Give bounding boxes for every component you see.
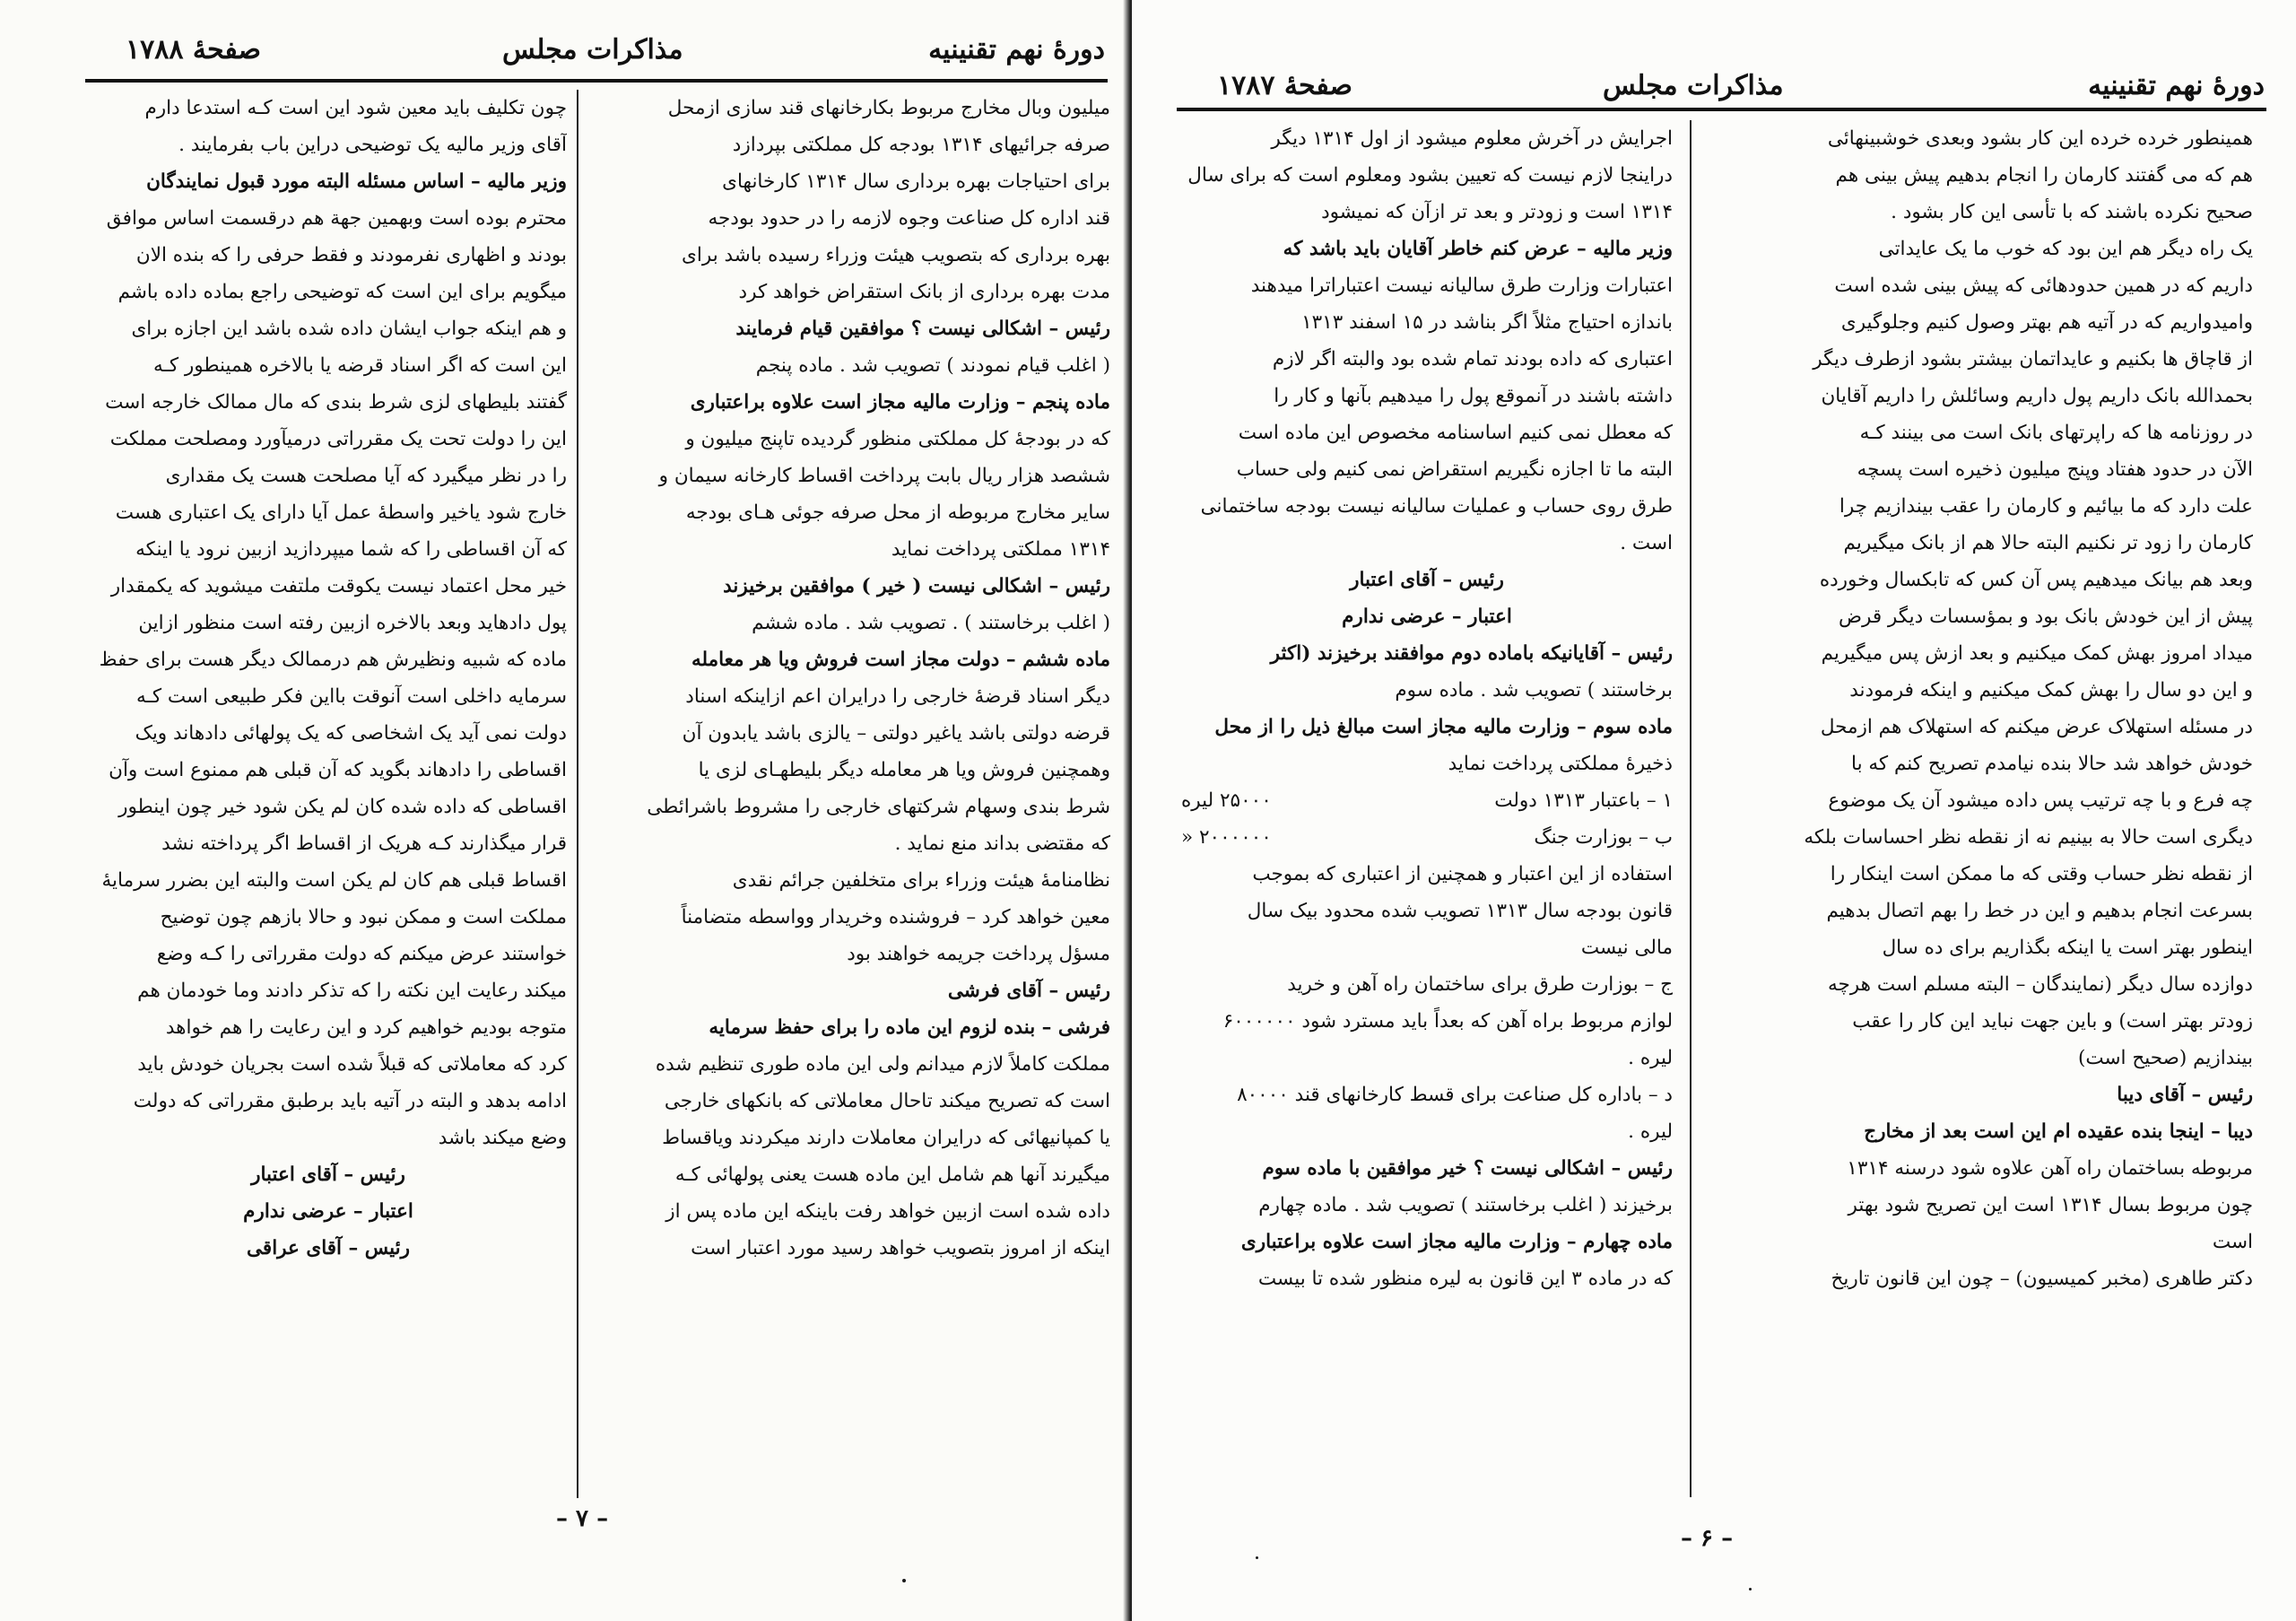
right-page-right-column — [1706, 120, 2253, 1502]
text-line: برای احتیاجات بهره برداری سال ۱۳۱۴ کارخانهای — [722, 170, 1110, 193]
text-line: که معطل نمی کنیم اساسنامه مخصوص این ماده است — [1238, 422, 1673, 444]
left-header-rule — [85, 79, 1108, 83]
centered-speaker-line: رئیس – آقای اعتبار — [1350, 569, 1504, 591]
text-line: بحمدالله بانک داریم پول داریم وسائلش را داریم آقایان — [1821, 385, 2253, 407]
right-page-left-column — [1181, 120, 1673, 1502]
text-line: میلیون وبال مخارج مربوط بکارخانهای قند سازی ازمحل — [667, 97, 1110, 119]
text-line: میگیرند آنها هم شامل این ماده هست یعنی پولهائی کـه — [674, 1163, 1110, 1186]
text-line: قرضه دولتی باشد یاغیر دولتی – یالزی باشد یابدون آن — [682, 722, 1110, 745]
text-line: سرمایه داخلی است آنوقت بااین فکر طبیعی است کـه — [136, 685, 567, 708]
amount-row — [1181, 819, 1673, 856]
text-line: میکند رعایت این نکته را که تذکر دادند وما خودمان هم — [137, 980, 567, 1002]
text-line: آقای وزیر مالیه یک توضیحی دراین باب بفرمایند . — [178, 134, 567, 156]
text-line: که در ماده ۳ این قانون به لیره منظور شده تا بیست — [1257, 1268, 1673, 1290]
left-page-left-column — [90, 90, 567, 1536]
centered-speaker-line: رئیس – آقای اعتبار — [251, 1163, 405, 1186]
text-line: که آن اقساطی را که شما میپردازید ازبین نرود یا اینکه — [135, 538, 567, 561]
left-header-page-label: صفحهٔ ۱۷۸۸ — [126, 34, 261, 65]
text-line: ( اغلب برخاستند ) . تصویب شد . ماده ششم — [752, 612, 1110, 634]
text-line: وبعد هم بیانک میدهیم پس آن کس که تابکسال وخورده — [1819, 569, 2253, 591]
centered-speaker-line: اعتبار – عرضی ندارم — [1342, 606, 1512, 628]
text-line: ماده که شبیه ونظیرش هم درممالک دیگر هست برای حفظ — [99, 649, 567, 671]
text-line: دوازده سال دیگر (نمایندگان – البته مسلم است هرچه — [1827, 973, 2253, 996]
text-line: معین خواهد کرد – فروشنده وخریدار وواسطه متضامناً — [681, 906, 1110, 928]
text-line: خواستند عرض میکنم که دولت مقرراتی را کـه وضع — [156, 943, 567, 965]
text-line: بهره برداری که بتصویب هیئت وزراء رسیده باشد برای — [682, 244, 1110, 266]
text-line: میداد امروز بهش کمک میکنیم و بعد ازش پس میگیریم — [1821, 642, 2253, 665]
right-page-folio: – ۶ – — [1681, 1525, 1734, 1552]
left-column-divider — [577, 90, 578, 1498]
text-line: پیش از این خودش بانک بود و بمؤسسات دیگر قرض — [1838, 606, 2253, 628]
text-line: از نقطه نظر حساب وقتی که ما ممکن است اینکار را — [1830, 863, 2253, 885]
text-line: باندازه احتیاج مثلاً اگر بناشد در ۱۵ اسفند ۱۳۱۳ — [1301, 311, 1673, 334]
right-column-divider — [1690, 120, 1692, 1497]
text-line: طرق روی حساب و عملیات سالیانه نیست بودجه ساختمانی — [1200, 495, 1673, 518]
text-line: و هم اینکه جواب ایشان داده شده باشد این اجازه برای — [131, 318, 567, 340]
text-line: یک راه دیگر هم این بود که خوب ما یک عایداتی — [1878, 238, 2253, 260]
text-line: اقساطی که داده شده کان لم یکن شود خیر چون اینطور — [118, 796, 567, 818]
text-line: قانون بودجه سال ۱۳۱۳ تصویب شده محدود بیک سال — [1247, 900, 1673, 922]
text-line: این را دولت تحت یک مقرراتی درمیآورد ومصلحت مملکت — [109, 428, 567, 450]
text-line: رئیس – آقای فرشی — [947, 980, 1110, 1002]
left-header-title: مذاکرات مجلس — [502, 34, 683, 65]
text-line: ( اغلب قیام نمودند ) تصویب شد . ماده پنجم — [755, 354, 1110, 377]
text-line: یا کمپانیهائی که درایران معاملات دارند میکردند ویاقساط — [662, 1127, 1110, 1149]
text-line: مالی نیست — [1580, 937, 1673, 959]
text-line: وامیدواریم که در آتیه هم بهتر وصول کنیم وجلوگیری — [1840, 311, 2253, 334]
text-line: اینطور بهتر است یا اینکه بگذاریم برای ده سال — [1882, 937, 2253, 959]
text-line: بیندازیم (صحیح است) — [2078, 1047, 2253, 1069]
text-line: دکتر طاهری (مخبر کمیسیون) – چون این قانون تاریخ — [1831, 1268, 2253, 1290]
text-line: ماده سوم – وزارت مالیه مجاز است مبالغ ذیل را از محل — [1214, 716, 1673, 738]
text-line: داریم که در همین حدودهائی که پیش بینی شده است — [1834, 275, 2253, 297]
centered-speaker-line: رئیس – آقای عراقی — [247, 1237, 410, 1259]
text-line: ۱۳۱۴ مملکتی پرداخت نماید — [891, 538, 1110, 561]
text-line: را در نظر میگیرد که آیا مصلحت هست یک مقداری — [165, 465, 567, 487]
text-line: اینکه از امروز بتصویب خواهد رسید مورد اعتبار است — [691, 1237, 1110, 1259]
text-line: خارج شود یاخیر واسطهٔ عمل آیا دارای یک اعتباری هست — [115, 501, 567, 524]
text-line: ماده چهارم – وزارت مالیه مجاز است علاوه براعتباری — [1240, 1231, 1673, 1253]
text-line: که در بودجهٔ کل مملکتی منظور گردیده تاپنج میلیون و — [685, 428, 1110, 450]
text-line: لیره . — [1628, 1047, 1673, 1069]
text-line: مملکت کاملاً لازم میدانم ولی این ماده طوری تنظیم شده — [655, 1053, 1110, 1076]
text-line: زودتر بهتر است) و باین جهت نباید این کار را عقب — [1852, 1010, 2253, 1033]
text-line: رئیس – اشکالی نیست ؟ موافقین قیام فرمایند — [735, 318, 1110, 340]
text-line: ششصد هزار ریال بابت پرداخت اقساط کارخانه سیمان و — [658, 465, 1110, 487]
text-line: متوجه بودیم خواهیم کرد و این رعایت را هم خواهد — [165, 1016, 567, 1039]
text-line: لوازم مربوط براه آهن که بعداً باید مسترد شود ۶۰۰۰۰۰۰ — [1222, 1010, 1673, 1033]
scan-speck — [902, 1579, 906, 1582]
text-line: قند اداره کل صناعت وجوه لازمه را در حدود بودجه — [708, 207, 1110, 230]
text-line: وهمچنین فروش ویا هر معامله دیگر بلیطهـای لزی یا — [698, 759, 1110, 781]
text-line: صحیح نکرده باشند که با تأسی این کار بشود . — [1891, 201, 2253, 223]
centered-speaker-line: اعتبار – عرضی ندارم — [243, 1200, 413, 1223]
amount-row — [1181, 782, 1673, 819]
text-line: بسرعت انجام بدهیم و این در خط را بهم اتصال بدهیم — [1826, 900, 2253, 922]
text-line: ماده پنجم – وزارت مالیه مجاز است علاوه براعتباری — [690, 391, 1110, 414]
text-line: رئیس – اشکالی نیست ؟ خیر موافقین با ماده سوم — [1262, 1157, 1673, 1180]
text-line: ۱۳۱۴ است و زودتر و بعد تر ازآن که نمیشود — [1321, 201, 1673, 223]
right-page-header — [1132, 70, 2296, 122]
text-line: رئیس – آقایانیکه باماده دوم موافقند برخیزند (اکثر — [1270, 642, 1673, 665]
amount-row-value: ۲۵۰۰۰ لیره — [1181, 789, 1272, 812]
text-line: علت دارد که ما بیائیم و کارمان را عقب بیندازیم چرا — [1839, 495, 2253, 518]
text-line: دراینجا لازم نیست که تعیین بشود ومعلوم است که برای سال — [1187, 164, 1673, 187]
text-line: صرفه جرائیهای ۱۳۱۴ بودجه کل مملکتی بپردازد — [732, 134, 1110, 156]
left-header-session: دورهٔ نهم تقنینیه — [928, 34, 1105, 65]
text-line: لیره . — [1628, 1120, 1673, 1143]
text-line: از قاچاق ها بکنیم و عایداتمان بیشتر بشود ازطرف دیگر — [1813, 348, 2253, 370]
text-line: اعتباری که داده بودند تمام شده بود والبته اگر لازم — [1272, 348, 1673, 370]
text-line: استفاده از این اعتبار و همچنین از اعتباری که بموجب — [1252, 863, 1673, 885]
text-line: ادامه بدهد و البته در آتیه باید برطبق مقرراتی که دولت — [133, 1090, 567, 1112]
amount-row-value: ۲۰۰۰۰۰۰ « — [1181, 826, 1272, 849]
text-line: خودش خواهد شد حالا بنده نیامدم تصریح کنم که با — [1851, 753, 2253, 775]
text-line: در مسئله استهلاک عرض میکنم که استهلاک هم ازمحل — [1820, 716, 2253, 738]
right-header-session: دورهٔ نهم تقنینیه — [2088, 70, 2265, 101]
text-line: قرار میگذارند کـه هریک از اقساط اگر پرداخته نشد — [161, 832, 567, 855]
text-line: ذخیرهٔ مملکتی پرداخت نماید — [1448, 753, 1673, 775]
amount-row-label: ۱ – باعتبار ۱۳۱۳ دولت — [1494, 789, 1673, 812]
text-line: برخیزند ( اغلب برخاستند ) تصویب شد . ماده چهارم — [1258, 1194, 1673, 1216]
text-line: سایر مخارج مربوطه از محل صرفه جوئی هـای بودجه — [685, 501, 1110, 524]
text-line: کرد که معاملاتی که قبلاً شده است بجریان خودش باید — [137, 1053, 567, 1076]
text-line: الآن در حدود هفتاد وپنج میلیون ذخیره است پسچه — [1857, 458, 2253, 481]
text-line: مدت بهره برداری از بانک استقراض خواهد کرد — [738, 281, 1110, 303]
text-line: ماده ششم – دولت مجاز است فروش ویا هر معامله — [691, 649, 1110, 671]
text-line: وزیر مالیه – عرض کنم خاطر آقایان باید باشد که — [1283, 238, 1673, 260]
text-line: فرشی – بنده لزوم این ماده را برای حفظ سرمایه — [709, 1016, 1110, 1039]
text-line: نظامنامهٔ هیئت وزراء برای متخلفین جرائم نقدی — [732, 869, 1110, 892]
text-line: رئیس – اشکالی نیست ( خیر ) موافقین برخیزند — [723, 575, 1110, 597]
text-line: میگویم برای این است که توضیحی راجع بماده داده باشم — [117, 281, 567, 303]
text-line: دولت نمی آید یک اشخاصی که یک پولهائی دادهاند ویک — [135, 722, 567, 745]
text-line: مملکت است و ممکن نبود و حالا بازهم چون توضیح — [160, 906, 567, 928]
text-line: دیگری است حالا به بینیم نه از نقطه نظر احساسات بلکه — [1804, 826, 2253, 849]
text-line: اعتبارات وزارت طرق سالیانه نیست اعتباراترا میدهند — [1250, 275, 1673, 297]
right-header-title: مذاکرات مجلس — [1603, 70, 1784, 101]
text-line: دیگر اسناد قرضهٔ خارجی را درایران اعم ازاینکه اسناد — [685, 685, 1110, 708]
text-line: مربوطه بساختمان راه آهن علاوه شود درسنه ۱۳۱۴ — [1847, 1157, 2253, 1180]
text-line: رئیس – آقای دیبا — [2117, 1084, 2253, 1106]
text-line: مسؤل پرداخت جریمه خواهند بود — [847, 943, 1110, 965]
text-line: است . — [1620, 532, 1673, 554]
amount-row-label: ب – بوزارت جنگ — [1534, 826, 1673, 849]
text-line: دیبا – اینجا بنده عقیده ام این است بعد از مخارج — [1864, 1120, 2253, 1143]
text-line: کارمان را زود تر نکنیم البته حالا هم از بانک میگیریم — [1843, 532, 2253, 554]
text-line: د – باداره کل صناعت برای قسط کارخانهای قند ۸۰۰۰۰ — [1237, 1084, 1673, 1106]
text-line: برخاستند ) تصویب شد . ماده سوم — [1395, 679, 1673, 702]
text-line: است که تصریح میکند تاحال معاملاتی که بانکهای خارجی — [664, 1090, 1110, 1112]
text-line: وضع میکند باشد — [438, 1127, 567, 1149]
text-line: چون مربوط بسال ۱۳۱۴ است این تصریح شود بهتر — [1848, 1194, 2253, 1216]
text-line: البته ما تا اجازه نگیریم استقراض نمی کنیم ولی حساب — [1236, 458, 1673, 481]
text-line: هم که می گفتند کارمان را انجام بدهیم پیش بینی هم — [1835, 164, 2253, 187]
text-line: داشته باشند در آنموقع پول را میدهیم بآنها و کار را — [1274, 385, 1673, 407]
text-line: همینطور خرده خرده این کار بشود وبعدی خوشبینهائی — [1827, 127, 2253, 150]
scan-speck — [1749, 1588, 1752, 1590]
left-page-folio: – ۷ – — [556, 1505, 609, 1532]
left-page — [0, 0, 1132, 1621]
text-line: و این دو سال را بهش کمک میکنیم و اینکه فرمودند — [1849, 679, 2253, 702]
text-line: چه فرع و با چه ترتیب پس داده میشود آن یک موضوع — [1828, 789, 2253, 812]
left-page-right-column — [590, 90, 1110, 1536]
right-header-page-label: صفحهٔ ۱۷۸۷ — [1217, 70, 1352, 101]
text-line: است — [2212, 1231, 2253, 1253]
text-line: اقساطی را دادهاند بگوید که آن قبلی هم ممنوع است وآن — [109, 759, 567, 781]
right-header-rule — [1177, 108, 2266, 111]
text-line: اجرایش در آخرش معلوم میشود از اول ۱۳۱۴ دیگر — [1271, 127, 1673, 150]
text-line: در روزنامه ها که راپرتهای بانک است می بینند کـه — [1859, 422, 2253, 444]
text-line: چون تکلیف باید معین شود این است کـه استدعا دارم — [144, 97, 567, 119]
text-line: خیر محل اعتماد نیست یکوقت ملتفت میشوید که یکمقدار — [110, 575, 567, 597]
text-line: این است که اگر اسناد قرضه یا بالاخره همینطور کـه — [153, 354, 567, 377]
text-line: وزیر مالیه – اساس مسئله البته مورد قبول نمایندگان — [146, 170, 567, 193]
text-line: که مقتضی بداند منع نماید . — [894, 832, 1110, 855]
text-line: اقساط قبلی هم کان لم یکن است والبته این بضرر سرمایهٔ — [101, 869, 567, 892]
text-line: محترم بوده است وبهمین جهة هم درقسمت اساس موافق — [106, 207, 567, 230]
scan-speck — [1256, 1556, 1258, 1559]
text-line: گفتند بلیطهای لزی شرط بندی که مال ممالک خارجه است — [105, 391, 567, 414]
text-line: بودند و اظهاری نفرمودند و فقط حرفی را که بنده الان — [135, 244, 567, 266]
text-line: ج – بوزارت طرق برای ساختمان راه آهن و خرید — [1287, 973, 1673, 996]
text-line: داده شده است ازبین خواهد رفت باینکه این ماده پس از — [665, 1200, 1110, 1223]
text-line: پول دادهاید وبعد بالاخره ازبین رفته است منظور ازاین — [138, 612, 567, 634]
text-line: شرط بندی وسهام شرکتهای خارجی را مشروط باشرائطی — [647, 796, 1110, 818]
right-page — [1132, 0, 2296, 1621]
